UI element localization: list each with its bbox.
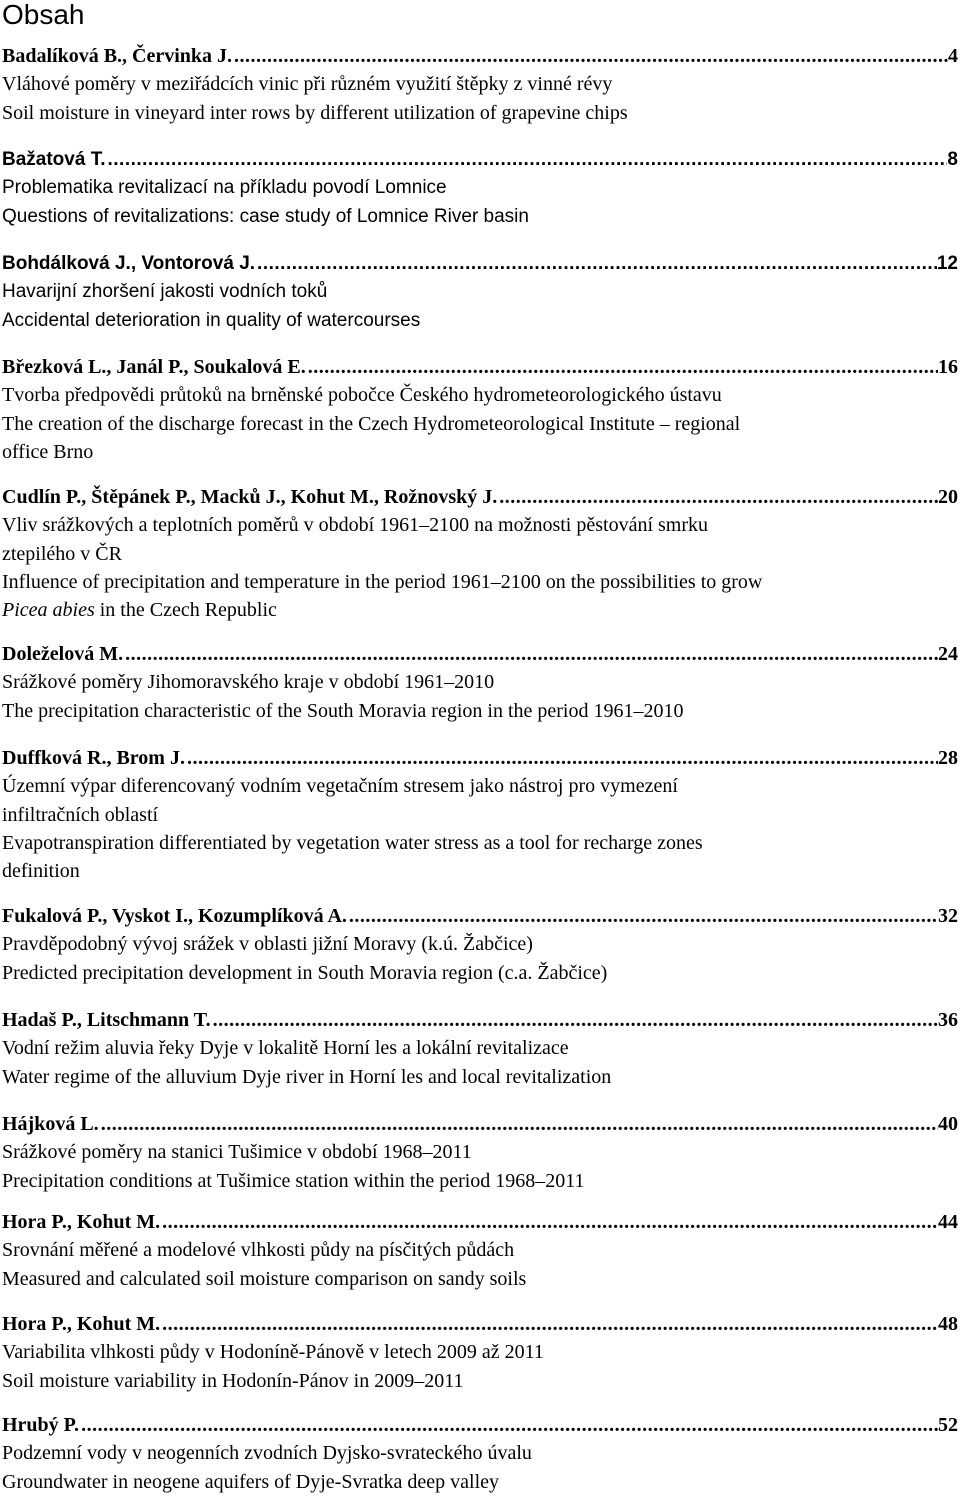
dot-leader xyxy=(213,1006,938,1034)
toc-page-number: 44 xyxy=(938,1211,958,1233)
toc-page-number: 32 xyxy=(938,905,958,927)
toc-title-line: Variabilita vlhkosti půdy v Hodoníně-Pánově v letech 2009 až 2011 xyxy=(2,1341,544,1364)
toc-entry-header xyxy=(2,1208,958,1236)
toc-title-line: office Brno xyxy=(2,440,94,463)
toc-title-line xyxy=(2,596,958,624)
toc-authors: Hora P., Kohut M. xyxy=(2,1313,161,1335)
toc-entry[interactable] xyxy=(2,483,958,624)
toc-title-line: ztepilého v ČR xyxy=(2,542,122,565)
toc-page-number: 52 xyxy=(938,1414,958,1436)
toc-title-line: Influence of precipitation and temperature in the period 1961–2100 on the possibilities to grow xyxy=(2,570,763,593)
toc-title-line: Predicted precipitation development in South Moravia region (c.a. Žabčice) xyxy=(2,961,608,984)
toc-title-line: Water regime of the alluvium Dyje river in Horní les and local revitalization xyxy=(2,1065,612,1088)
dot-leader xyxy=(308,353,938,381)
toc-authors: Březková L., Janál P., Soukalová E. xyxy=(2,356,306,378)
dot-leader xyxy=(349,902,938,930)
toc-title-line: Územní výpar diferencovaný vodním vegetačním stresem jako nástroj pro vymezení xyxy=(2,775,678,798)
toc-authors: Fukalová P., Vyskot I., Kozumplíková A. xyxy=(2,905,347,927)
table-of-contents xyxy=(2,0,958,1493)
toc-title-line: Soil moisture variability in Hodonín-Pánov in 2009–2011 xyxy=(2,1369,464,1392)
toc-entry-header xyxy=(2,353,958,381)
toc-title-line: The creation of the discharge forecast in the Czech Hydrometeorological Institute – regional xyxy=(2,412,741,435)
dot-leader xyxy=(187,744,938,772)
toc-title-rest: in the Czech Republic xyxy=(94,599,277,622)
toc-entry[interactable] xyxy=(2,744,958,885)
toc-page-number: 40 xyxy=(938,1113,958,1135)
dot-leader xyxy=(234,42,948,70)
toc-title-line: Vliv srážkových a teplotních poměrů v období 1961–2100 na možnosti pěstování smrku xyxy=(2,514,708,537)
toc-entry[interactable] xyxy=(2,640,958,725)
toc-page-number: 28 xyxy=(938,747,958,769)
toc-entry[interactable] xyxy=(2,1411,958,1496)
toc-authors: Hadaš P., Litschmann T. xyxy=(2,1009,211,1031)
toc-title-line: Srážkové poměry na stanici Tušimice v období 1968–2011 xyxy=(2,1141,472,1164)
toc-title-line: Evapotranspiration differentiated by vegetation water stress as a tool for recharge zones xyxy=(2,831,703,854)
page-title: Obsah xyxy=(2,0,85,30)
toc-title-line: The precipitation characteristic of the South Moravia region in the period 1961–2010 xyxy=(2,699,684,722)
toc-entry[interactable] xyxy=(2,1310,958,1395)
toc-page-number: 4 xyxy=(948,45,958,67)
toc-title-line: Srovnání měřené a modelové vlhkosti půdy na písčitých půdách xyxy=(2,1239,515,1262)
toc-page-number: 24 xyxy=(938,643,958,665)
toc-entry[interactable] xyxy=(2,902,958,987)
dot-leader xyxy=(499,483,938,511)
toc-authors: Cudlín P., Štěpánek P., Macků J., Kohut M., Rožnovský J. xyxy=(2,486,498,508)
toc-entry[interactable] xyxy=(2,250,958,335)
toc-title-line: Groundwater in neogene aquifers of Dyje-Svratka deep valley xyxy=(2,1470,500,1493)
toc-title-line: Soil moisture in vineyard inter rows by different utilization of grapevine chips xyxy=(2,101,628,124)
toc-title-line: Srážkové poměry Jihomoravského kraje v období 1961–2010 xyxy=(2,671,495,694)
toc-authors: Hájková L. xyxy=(2,1113,99,1135)
toc-title-line: Pravděpodobný vývoj srážek v oblasti jižní Moravy (k.ú. Žabčice) xyxy=(2,933,533,956)
toc-title-line: Tvorba předpovědi průtoků na brněnské pobočce Českého hydrometeorologického ústavu xyxy=(2,384,722,407)
toc-entry-header xyxy=(2,146,958,174)
toc-title-line: Vláhové poměry v meziřádcích vinic při různém využití štěpky z vinné révy xyxy=(2,73,613,96)
toc-entry-header xyxy=(2,1411,958,1439)
toc-page-number: 12 xyxy=(936,253,958,274)
toc-title-line: definition xyxy=(2,860,80,883)
toc-title-line: Vodní režim aluvia řeky Dyje v lokalitě Horní les a lokální revitalizace xyxy=(2,1037,569,1060)
toc-authors: Duffková R., Brom J. xyxy=(2,747,185,769)
toc-entry-header xyxy=(2,483,958,511)
toc-entry[interactable] xyxy=(2,1110,958,1195)
toc-entry-header xyxy=(2,902,958,930)
toc-title-line: Measured and calculated soil moisture comparison on sandy soils xyxy=(2,1267,527,1290)
toc-entry[interactable] xyxy=(2,353,958,466)
toc-page-number: 36 xyxy=(938,1009,958,1031)
dot-leader xyxy=(101,1110,938,1138)
toc-entry[interactable] xyxy=(2,1006,958,1091)
dot-leader xyxy=(162,1208,938,1236)
toc-title-line: Precipitation conditions at Tušimice station within the period 1968–2011 xyxy=(2,1169,585,1192)
toc-authors: Hora P., Kohut M. xyxy=(2,1211,161,1233)
toc-authors: Badalíková B., Červinka J. xyxy=(2,45,233,67)
toc-entry-header xyxy=(2,1310,958,1338)
toc-entry-header xyxy=(2,250,958,278)
toc-authors: Bažatová T. xyxy=(2,149,106,170)
dot-leader xyxy=(162,1310,938,1338)
dot-leader xyxy=(81,1411,938,1439)
toc-entry-header xyxy=(2,640,958,668)
toc-page-number: 48 xyxy=(938,1313,958,1335)
toc-authors: Doleželová M. xyxy=(2,643,124,665)
dot-leader xyxy=(257,250,937,278)
toc-title-line: Havarijní zhoršení jakosti vodních toků xyxy=(2,281,328,303)
dot-leader xyxy=(125,640,938,668)
toc-page-number: 16 xyxy=(938,356,958,378)
toc-entry[interactable] xyxy=(2,146,958,231)
toc-entry-header xyxy=(2,744,958,772)
toc-page-number: 20 xyxy=(938,486,958,508)
toc-title-line: Podzemní vody v neogenních zvodních Dyjsko-svrateckého úvalu xyxy=(2,1442,532,1465)
toc-entry[interactable] xyxy=(2,42,958,127)
toc-title-line: Questions of revitalizations: case study of Lomnice River basin xyxy=(2,205,529,227)
dot-leader xyxy=(107,146,947,174)
toc-entry-header xyxy=(2,1110,958,1138)
toc-authors: Bohdálková J., Vontorová J. xyxy=(2,253,256,274)
toc-entry-header xyxy=(2,1006,958,1034)
toc-entry[interactable] xyxy=(2,1208,958,1293)
species-name: Picea abies xyxy=(2,599,95,622)
toc-title-line: infiltračních oblastí xyxy=(2,803,159,826)
toc-title-line: Accidental deterioration in quality of watercourses xyxy=(2,309,421,331)
toc-title-line: Problematika revitalizací na příkladu povodí Lomnice xyxy=(2,177,447,199)
toc-entry-header xyxy=(2,42,958,70)
toc-page-number: 8 xyxy=(947,149,958,170)
toc-authors: Hrubý P. xyxy=(2,1414,80,1436)
